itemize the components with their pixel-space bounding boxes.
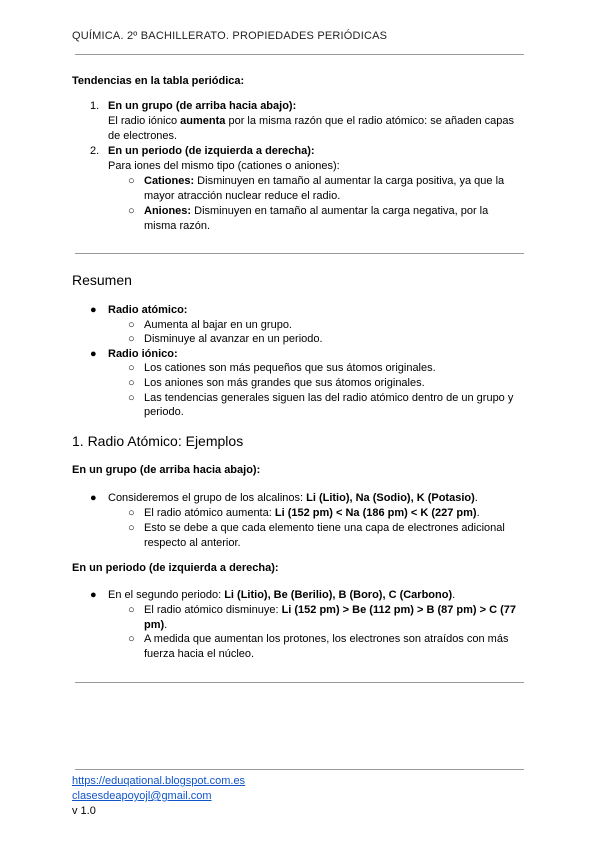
circle-bullet: ○ xyxy=(128,319,135,331)
bullet-dot: ● xyxy=(90,304,97,316)
page-header: QUÍMICA. 2º BACHILLERATO. PROPIEDADES PERIÓDICAS xyxy=(72,30,388,42)
footer-link-blog[interactable]: https://eduqational.blogspot.com.es xyxy=(72,775,246,787)
periodo-heading: En un periodo (de izquierda a derecha): xyxy=(108,145,315,157)
circle-bullet: ○ xyxy=(128,507,135,519)
grupo-text: El radio iónico aumenta por la misma razón que el radio atómico: se añaden capas xyxy=(108,115,515,127)
resumen-item: Aumenta al bajar en un grupo. xyxy=(144,319,292,331)
divider xyxy=(75,682,524,683)
divider xyxy=(75,769,524,770)
ejemplo-periodo-sub-cont: fuerza hacia el núcleo. xyxy=(144,648,255,660)
aniones-text-cont: misma razón. xyxy=(144,220,211,232)
circle-bullet: ○ xyxy=(128,362,135,374)
ejemplo-periodo-bullet: En el segundo periodo: Li (Litio), Be (Berilio), B (Boro), C (Carbono). xyxy=(108,589,456,601)
aniones-text: Aniones: Disminuyen en tamaño al aumentar la carga negativa, por la xyxy=(144,205,489,217)
ejemplo-grupo-sub: Esto se debe a que cada elemento tiene una capa de electrones adicional xyxy=(144,522,505,534)
resumen-item: Las tendencias generales siguen las del radio atómico dentro de un grupo y xyxy=(144,392,514,404)
circle-bullet: ○ xyxy=(128,377,135,389)
circle-bullet: ○ xyxy=(128,333,135,345)
resumen-item: Los aniones son más grandes que sus átomos originales. xyxy=(144,377,425,389)
radio-atomico-label: Radio atómico: xyxy=(108,304,188,316)
grupo-text-cont: de electrones. xyxy=(108,130,178,142)
grupo-heading: En un grupo (de arriba hacia abajo): xyxy=(108,100,297,112)
resumen-title: Resumen xyxy=(72,272,132,288)
cationes-text: Cationes: Disminuyen en tamaño al aumentar la carga positiva, ya que la xyxy=(144,175,505,187)
ejemplo-periodo-sub: El radio atómico disminuye: Li (152 pm) > Be (112 pm) > B (87 pm) > C (77 xyxy=(144,604,516,616)
circle-bullet: ○ xyxy=(128,633,135,645)
radio-ionico-label: Radio iónico: xyxy=(108,348,178,360)
ejemplo-grupo-sub: El radio atómico aumenta: Li (152 pm) < Na (186 pm) < K (227 pm). xyxy=(144,507,480,519)
periodo-intro: Para iones del mismo tipo (cationes o aniones): xyxy=(108,160,340,172)
ejemplo-grupo-sub-cont: respecto al anterior. xyxy=(144,537,241,549)
footer-link-email[interactable]: clasesdeapoyojl@gmail.com xyxy=(72,790,212,802)
cationes-text-cont: mayor atracción nuclear reduce el radio. xyxy=(144,190,341,202)
circle-bullet: ○ xyxy=(128,522,135,534)
circle-bullet: ○ xyxy=(128,175,135,187)
list-number: 1. xyxy=(90,100,100,112)
tendencias-title: Tendencias en la tabla periódica: xyxy=(72,75,245,87)
bullet-dot: ● xyxy=(90,492,97,504)
ejemplos-title: 1. Radio Atómico: Ejemplos xyxy=(72,433,244,449)
list-number: 2. xyxy=(90,145,100,157)
circle-bullet: ○ xyxy=(128,604,135,616)
circle-bullet: ○ xyxy=(128,205,135,217)
ejemplo-grupo-heading: En un grupo (de arriba hacia abajo): xyxy=(72,464,261,476)
ejemplo-periodo-heading: En un periodo (de izquierda a derecha): xyxy=(72,562,279,574)
resumen-item: Los cationes son más pequeños que sus átomos originales. xyxy=(144,362,436,374)
resumen-item-cont: periodo. xyxy=(144,406,184,418)
ejemplo-periodo-sub: A medida que aumentan los protones, los electrones son atraídos con más xyxy=(144,633,509,645)
footer-version: v 1.0 xyxy=(72,805,96,817)
resumen-item: Disminuye al avanzar en un periodo. xyxy=(144,333,323,345)
bullet-dot: ● xyxy=(90,589,97,601)
ejemplo-periodo-sub-cont: pm). xyxy=(144,619,168,631)
circle-bullet: ○ xyxy=(128,392,135,404)
divider xyxy=(75,54,524,55)
divider xyxy=(75,253,524,254)
bullet-dot: ● xyxy=(90,348,97,360)
ejemplo-grupo-bullet: Consideremos el grupo de los alcalinos: Li (Litio), Na (Sodio), K (Potasio). xyxy=(108,492,478,504)
